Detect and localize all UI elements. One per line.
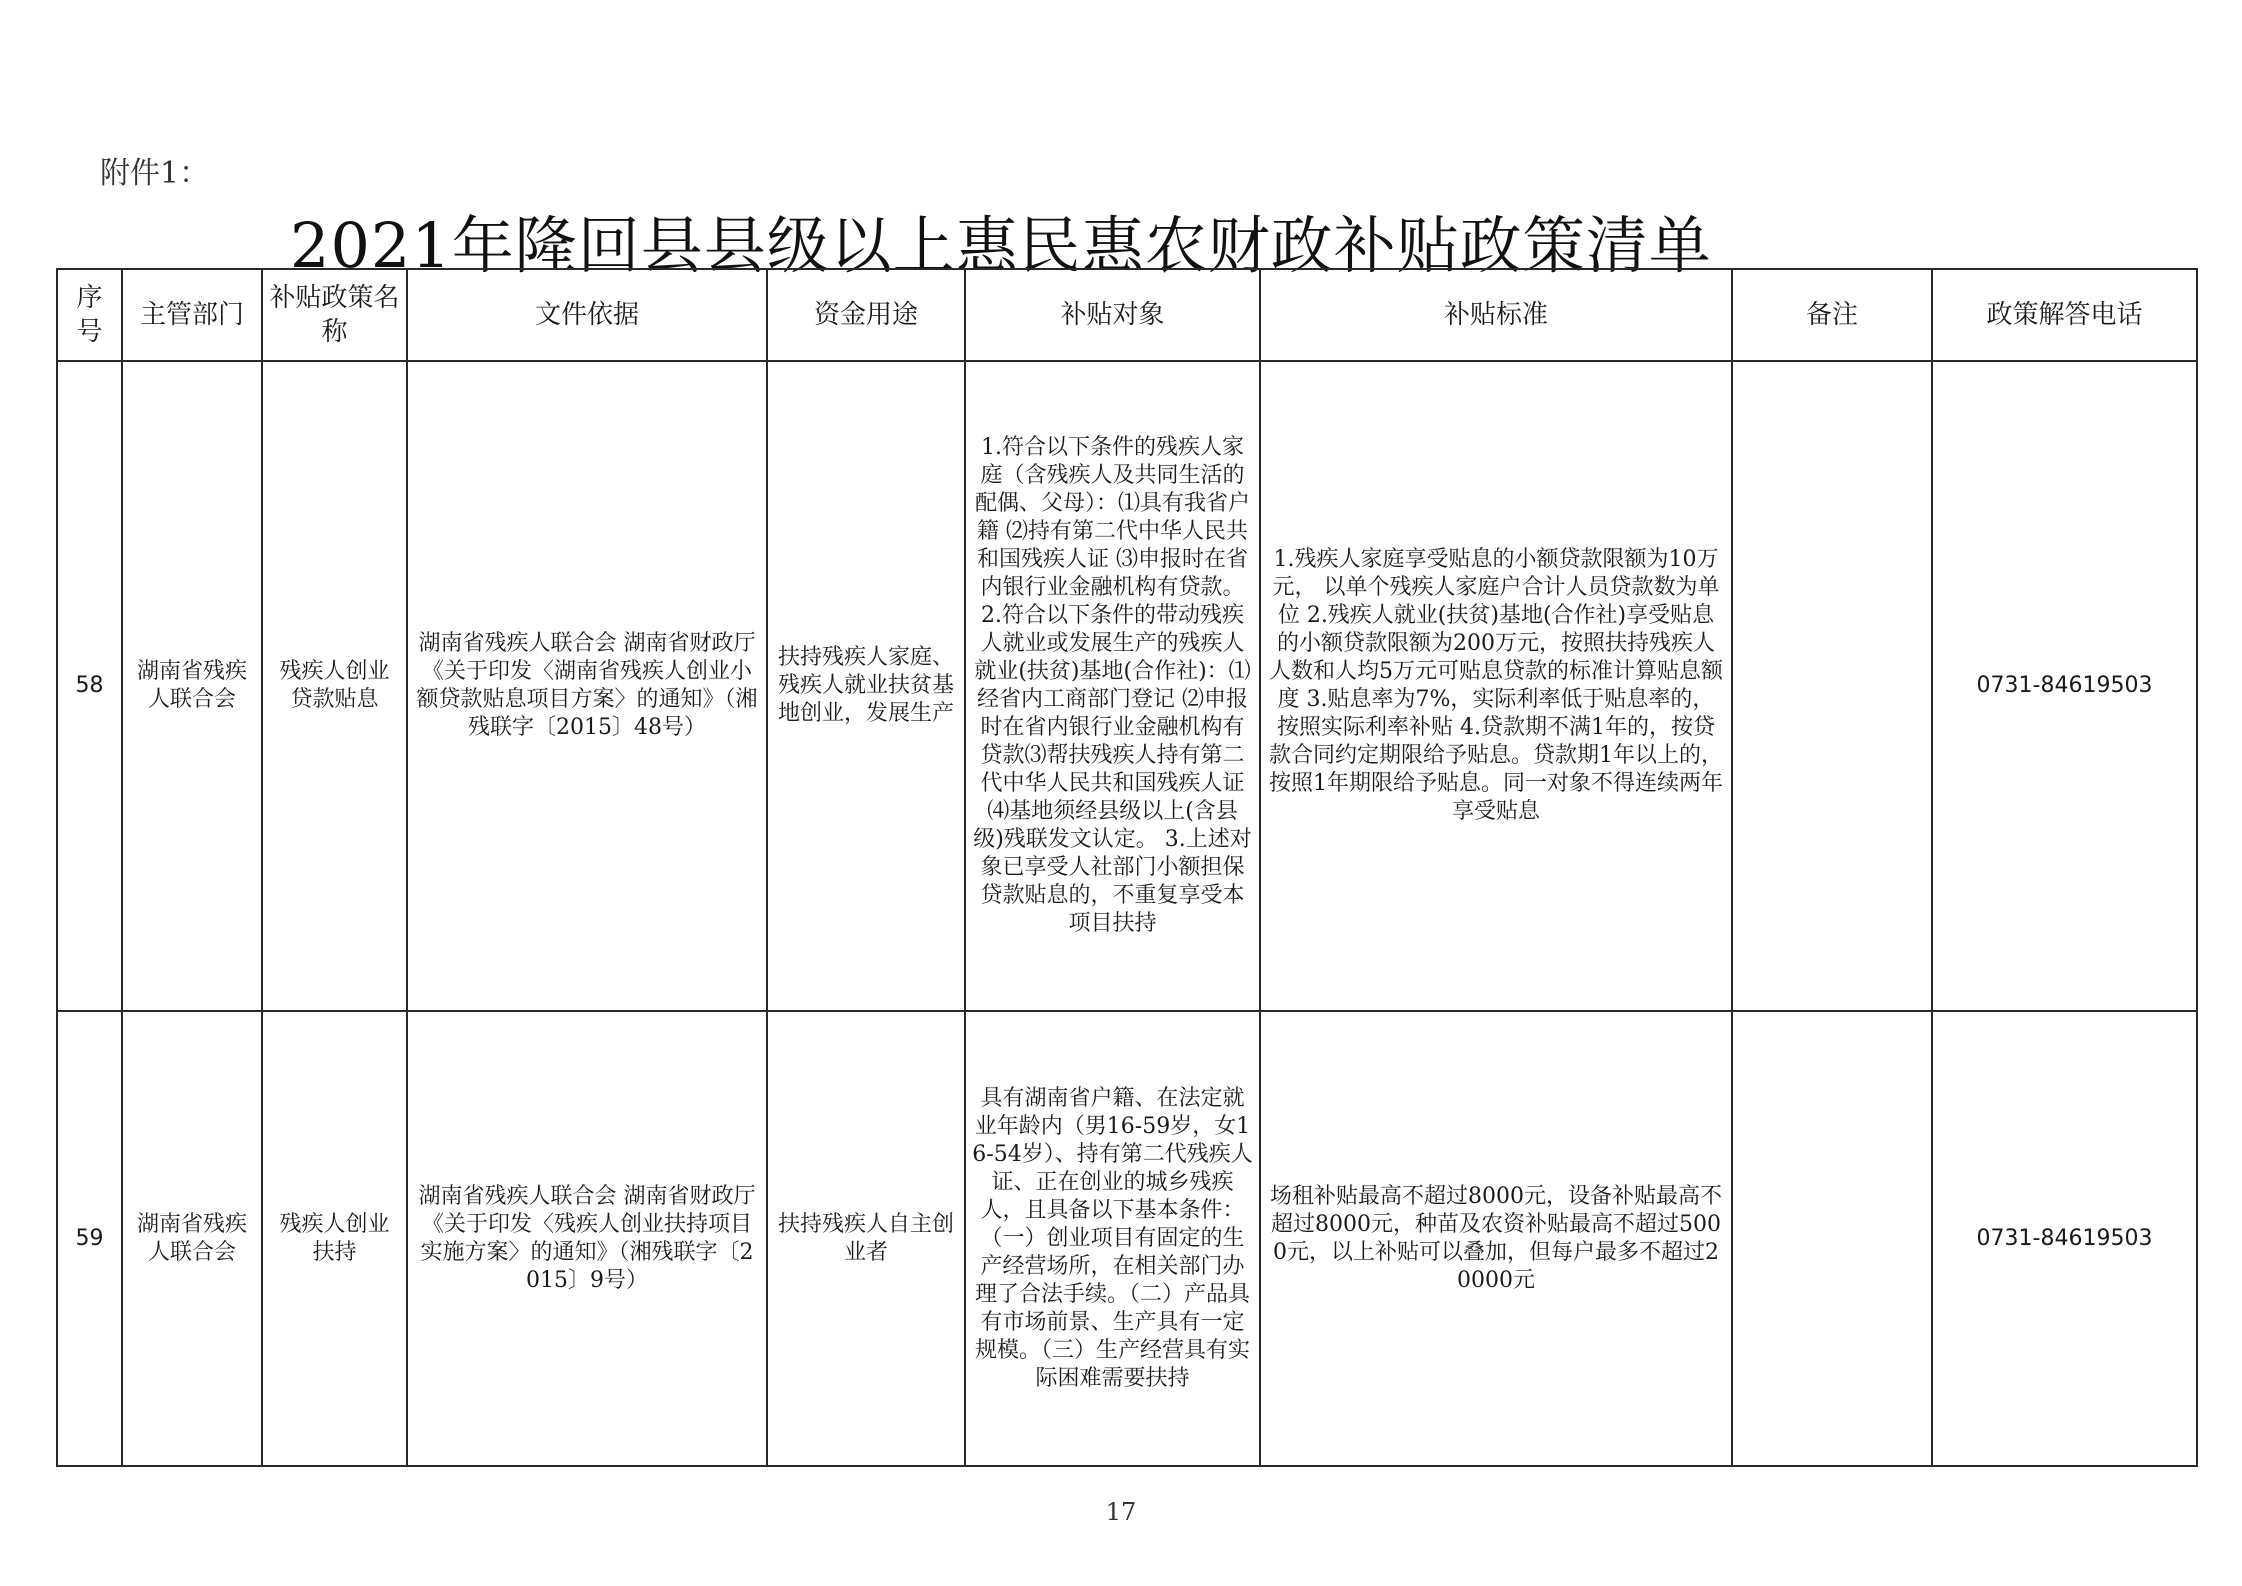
annex-label: 附件1： [100, 156, 210, 191]
cell-department: 湖南省残疾人联合会 [122, 1011, 262, 1466]
header-seq: 序号 [57, 269, 122, 361]
cell-policy-name: 残疾人创业扶持 [262, 1011, 407, 1466]
header-phone: 政策解答电话 [1932, 269, 2197, 361]
cell-basis: 湖南省残疾人联合会 湖南省财政厅《关于印发〈残疾人创业扶持项目实施方案〉的通知》（湘残联字〔2015〕9号） [407, 1011, 767, 1466]
header-use: 资金用途 [767, 269, 965, 361]
cell-note [1732, 361, 1932, 1011]
table-header [57, 269, 2197, 361]
header-target: 补贴对象 [965, 269, 1260, 361]
table-row [57, 1011, 2197, 1466]
cell-target: 具有湖南省户籍、在法定就业年龄内（男16-59岁，女16-54岁）、持有第二代残疾人证、正在创业的城乡残疾人，且具备以下基本条件：（一）创业项目有固定的生产经营场所，在相关部门办理了合法手续。（二）产品具有市场前景、生产具有一定规模。（三）生产经营具有实际困难需要扶持 [965, 1011, 1260, 1466]
header-basis: 文件依据 [407, 269, 767, 361]
header-note: 备注 [1732, 269, 1932, 361]
header-department: 主管部门 [122, 269, 262, 361]
cell-target: 1.符合以下条件的残疾人家庭（含残疾人及共同生活的配偶、父母）：⑴具有我省户籍 ⑵持有第二代中华人民共和国残疾人证 ⑶申报时在省内银行业金融机构有贷款。 2.符合以下条件的带动残疾人就业或发展生产的残疾人就业(扶贫)基地(合作社)：⑴经省内工商部门登记 ⑵申报时在省内银行业金融机构有贷款⑶帮扶残疾人持有第二代中华人民共和国残疾人证⑷基地须经县级以上(含县级)残联发文认定。 3.上述对象已享受人社部门小额担保贷款贴息的，不重复享受本项目扶持 [965, 361, 1260, 1011]
cell-policy-name: 残疾人创业贷款贴息 [262, 361, 407, 1011]
header-standard: 补贴标准 [1260, 269, 1732, 361]
cell-note [1732, 1011, 1932, 1466]
cell-standard: 场租补贴最高不超过8000元，设备补贴最高不超过8000元，种苗及农资补贴最高不超过5000元，以上补贴可以叠加，但每户最多不超过20000元 [1260, 1011, 1732, 1466]
cell-department: 湖南省残疾人联合会 [122, 361, 262, 1011]
cell-phone: 0731-84619503 [1932, 361, 2197, 1011]
header-policy-name: 补贴政策名称 [262, 269, 407, 361]
page-title: 2021年隆回县县级以上惠民惠农财政补贴政策清单 [290, 209, 1712, 282]
cell-seq: 59 [57, 1011, 122, 1466]
policy-table [56, 268, 2198, 1467]
page-number: 17 [1105, 1498, 1137, 1526]
table-row [57, 361, 2197, 1011]
cell-seq: 58 [57, 361, 122, 1011]
cell-basis: 湖南省残疾人联合会 湖南省财政厅《关于印发〈湖南省残疾人创业小额贷款贴息项目方案〉的通知》（湘残联字〔2015〕48号） [407, 361, 767, 1011]
cell-phone: 0731-84619503 [1932, 1011, 2197, 1466]
cell-use: 扶持残疾人家庭、残疾人就业扶贫基地创业，发展生产 [767, 361, 965, 1011]
cell-use: 扶持残疾人自主创业者 [767, 1011, 965, 1466]
cell-standard: 1.残疾人家庭享受贴息的小额贷款限额为10万元， 以单个残疾人家庭户合计人员贷款数为单位 2.残疾人就业(扶贫)基地(合作社)享受贴息的小额贷款限额为200万元，按照扶持残疾人人数和人均5万元可贴息贷款的标准计算贴息额度 3.贴息率为7%，实际利率低于贴息率的，按照实际利率补贴 4.贷款期不满1年的，按贷款合同约定期限给予贴息。贷款期1年以上的，按照1年期限给予贴息。同一对象不得连续两年享受贴息 [1260, 361, 1732, 1011]
